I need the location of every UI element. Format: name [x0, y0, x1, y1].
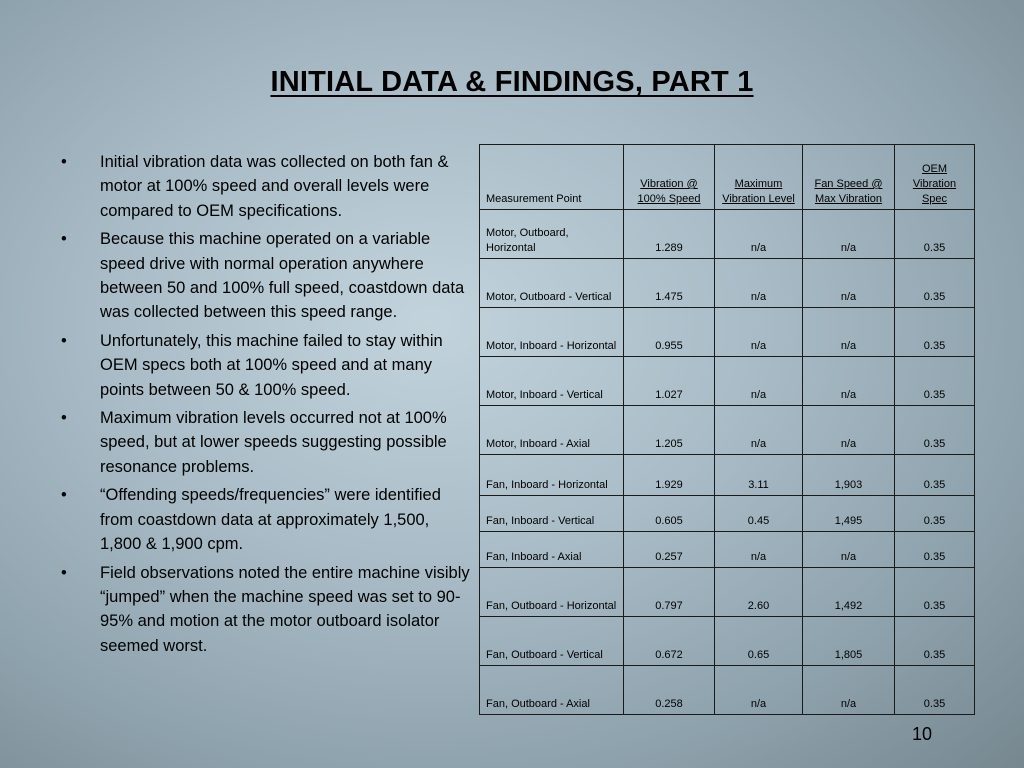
cell-measurement-point: Fan, Outboard - Horizontal	[480, 568, 624, 617]
bullet-marker: •	[61, 331, 67, 350]
cell-vibration-100: 0.955	[624, 308, 715, 357]
cell-vibration-100: 0.797	[624, 568, 715, 617]
bullet-text: Unfortunately, this machine failed to stay within OEM specs both at 100% speed and at many points between 50 & 100% speed.	[100, 331, 443, 399]
cell-oem-spec: 0.35	[895, 617, 975, 666]
cell-oem-spec: 0.35	[895, 308, 975, 357]
vibration-data-table	[479, 144, 975, 715]
bullet-text: Field observations noted the entire machine visibly “jumped” when the machine speed was set to 90-95% and motion at the motor outboard isolator seemed worst.	[100, 563, 470, 655]
cell-fan-speed: n/a	[803, 406, 895, 455]
bullet-marker: •	[61, 563, 67, 582]
cell-measurement-point: Fan, Inboard - Horizontal	[480, 455, 624, 496]
cell-vibration-100: 0.258	[624, 666, 715, 715]
bullet-item	[58, 406, 470, 479]
table-row	[480, 455, 975, 496]
cell-vibration-100: 0.605	[624, 496, 715, 532]
cell-oem-spec: 0.35	[895, 210, 975, 259]
cell-oem-spec: 0.35	[895, 496, 975, 532]
cell-fan-speed: 1,903	[803, 455, 895, 496]
cell-fan-speed: n/a	[803, 532, 895, 568]
bullet-text: Because this machine operated on a variable speed drive with normal operation anywhere between 50 and 100% full speed, coastdown data was collected between this speed range.	[100, 230, 465, 322]
cell-measurement-point: Motor, Inboard - Horizontal	[480, 308, 624, 357]
cell-fan-speed: n/a	[803, 210, 895, 259]
cell-measurement-point: Motor, Inboard - Axial	[480, 406, 624, 455]
cell-fan-speed: 1,492	[803, 568, 895, 617]
cell-max-vibration: 2.60	[715, 568, 803, 617]
bullet-text: “Offending speeds/frequencies” were identified from coastdown data at approximately 1,500, 1,800 & 1,900 cpm.	[100, 486, 441, 554]
cell-max-vibration: n/a	[715, 259, 803, 308]
cell-vibration-100: 0.672	[624, 617, 715, 666]
bullet-item	[58, 483, 470, 556]
cell-fan-speed: n/a	[803, 666, 895, 715]
cell-oem-spec: 0.35	[895, 259, 975, 308]
cell-fan-speed: n/a	[803, 259, 895, 308]
cell-vibration-100: 1.027	[624, 357, 715, 406]
cell-oem-spec: 0.35	[895, 568, 975, 617]
cell-fan-speed: n/a	[803, 357, 895, 406]
table-row	[480, 308, 975, 357]
bullet-text: Maximum vibration levels occurred not at 100% speed, but at lower speeds suggesting possible resonance problems.	[100, 409, 447, 476]
cell-max-vibration: n/a	[715, 666, 803, 715]
cell-fan-speed: 1,805	[803, 617, 895, 666]
cell-vibration-100: 1.205	[624, 406, 715, 455]
cell-max-vibration: 3.11	[715, 455, 803, 496]
bullet-text: Initial vibration data was collected on both fan & motor at 100% speed and overall levels were compared to OEM specifications.	[100, 153, 449, 220]
cell-vibration-100: 1.289	[624, 210, 715, 259]
cell-oem-spec: 0.35	[895, 455, 975, 496]
cell-max-vibration: n/a	[715, 532, 803, 568]
cell-max-vibration: n/a	[715, 357, 803, 406]
bullet-marker: •	[61, 409, 67, 428]
header-fan-speed: Fan Speed @ Max Vibration	[803, 145, 895, 210]
table-row	[480, 666, 975, 715]
table-row	[480, 357, 975, 406]
cell-measurement-point: Motor, Outboard - Vertical	[480, 259, 624, 308]
bullet-item	[58, 227, 470, 325]
bullet-item	[58, 329, 470, 402]
cell-vibration-100: 1.475	[624, 259, 715, 308]
bullet-marker: •	[61, 486, 67, 505]
cell-max-vibration: 0.65	[715, 617, 803, 666]
cell-measurement-point: Fan, Inboard - Vertical	[480, 496, 624, 532]
table-row	[480, 210, 975, 259]
cell-fan-speed: n/a	[803, 308, 895, 357]
bullet-marker: •	[61, 230, 67, 249]
cell-max-vibration: 0.45	[715, 496, 803, 532]
bullet-list	[58, 150, 470, 662]
cell-measurement-point: Fan, Outboard - Axial	[480, 666, 624, 715]
header-measurement-point: Measurement Point	[480, 145, 624, 210]
cell-fan-speed: 1,495	[803, 496, 895, 532]
cell-oem-spec: 0.35	[895, 666, 975, 715]
slide-title: INITIAL DATA & FINDINGS, PART 1	[270, 66, 754, 98]
table-row	[480, 617, 975, 666]
cell-measurement-point: Fan, Inboard - Axial	[480, 532, 624, 568]
bullet-marker: •	[61, 153, 67, 171]
table-row	[480, 496, 975, 532]
cell-oem-spec: 0.35	[895, 406, 975, 455]
cell-oem-spec: 0.35	[895, 357, 975, 406]
bullet-item	[58, 561, 470, 659]
cell-measurement-point: Motor, Inboard - Vertical	[480, 357, 624, 406]
header-vibration-100: Vibration @ 100% Speed	[624, 145, 715, 210]
cell-vibration-100: 0.257	[624, 532, 715, 568]
table-row	[480, 259, 975, 308]
page-number: 10	[912, 724, 933, 744]
bullet-item	[58, 150, 470, 223]
table-row	[480, 406, 975, 455]
cell-max-vibration: n/a	[715, 406, 803, 455]
table-row	[480, 568, 975, 617]
header-oem-spec: OEM Vibration Spec	[895, 145, 975, 210]
cell-measurement-point: Fan, Outboard - Vertical	[480, 617, 624, 666]
cell-measurement-point: Motor, Outboard, Horizontal	[480, 210, 624, 259]
table-header-row	[480, 145, 975, 210]
table-row	[480, 532, 975, 568]
header-max-vibration: Maximum Vibration Level	[715, 145, 803, 210]
cell-max-vibration: n/a	[715, 308, 803, 357]
cell-max-vibration: n/a	[715, 210, 803, 259]
cell-oem-spec: 0.35	[895, 532, 975, 568]
cell-vibration-100: 1.929	[624, 455, 715, 496]
